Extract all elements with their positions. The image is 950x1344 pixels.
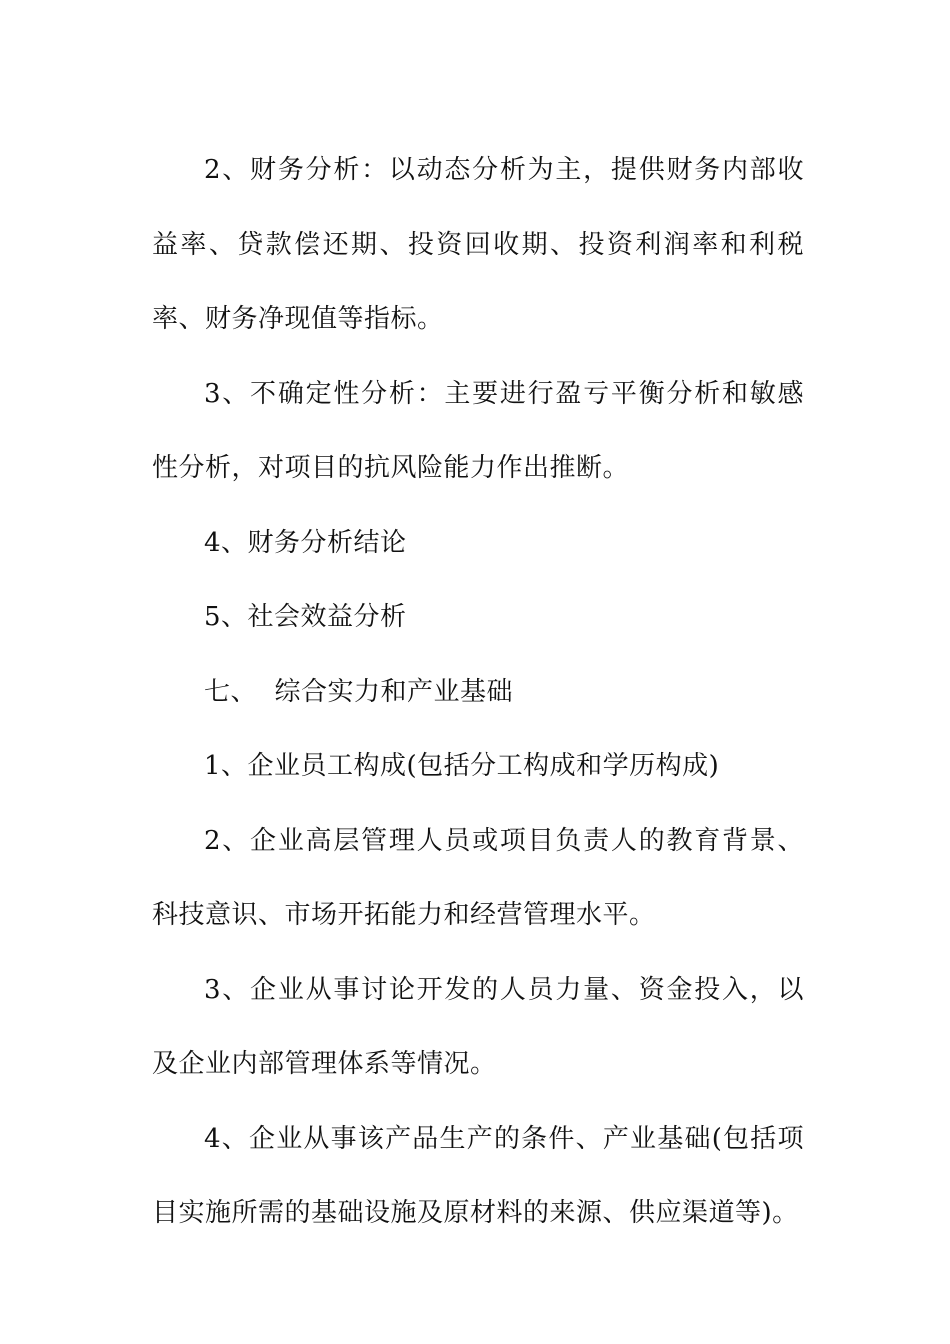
paragraph-social-benefit: 5、社会效益分析: [204, 602, 407, 632]
paragraph-management-background: 2、企业高层管理人员或项目负责人的教育背景、科技意识、市场开拓能力和经营管理水平。: [152, 825, 804, 930]
section-heading-strength-foundation: 七、 综合实力和产业基础: [204, 676, 514, 707]
paragraph-rd-resources: 3、企业从事讨论开发的人员力量、资金投入，以及企业内部管理体系等情况。: [152, 974, 804, 1079]
paragraph-production-conditions: 4、企业从事该产品生产的条件、产业基础(包括项目实施所需的基础设施及原材料的来源、供应渠道等)。: [152, 1123, 804, 1228]
paragraph-financial-analysis: 2、财务分析：以动态分析为主，提供财务内部收益率、贷款偿还期、投资回收期、投资利润率和利税率、财务净现值等指标。: [152, 155, 804, 334]
document-body: [152, 133, 804, 1251]
paragraph-uncertainty-analysis: 3、不确定性分析：主要进行盈亏平衡分析和敏感性分析，对项目的抗风险能力作出推断。: [152, 378, 804, 483]
paragraph-financial-conclusion: 4、财务分析结论: [204, 527, 407, 558]
paragraph-staff-composition: 1、企业员工构成(包括分工构成和学历构成): [204, 751, 720, 781]
